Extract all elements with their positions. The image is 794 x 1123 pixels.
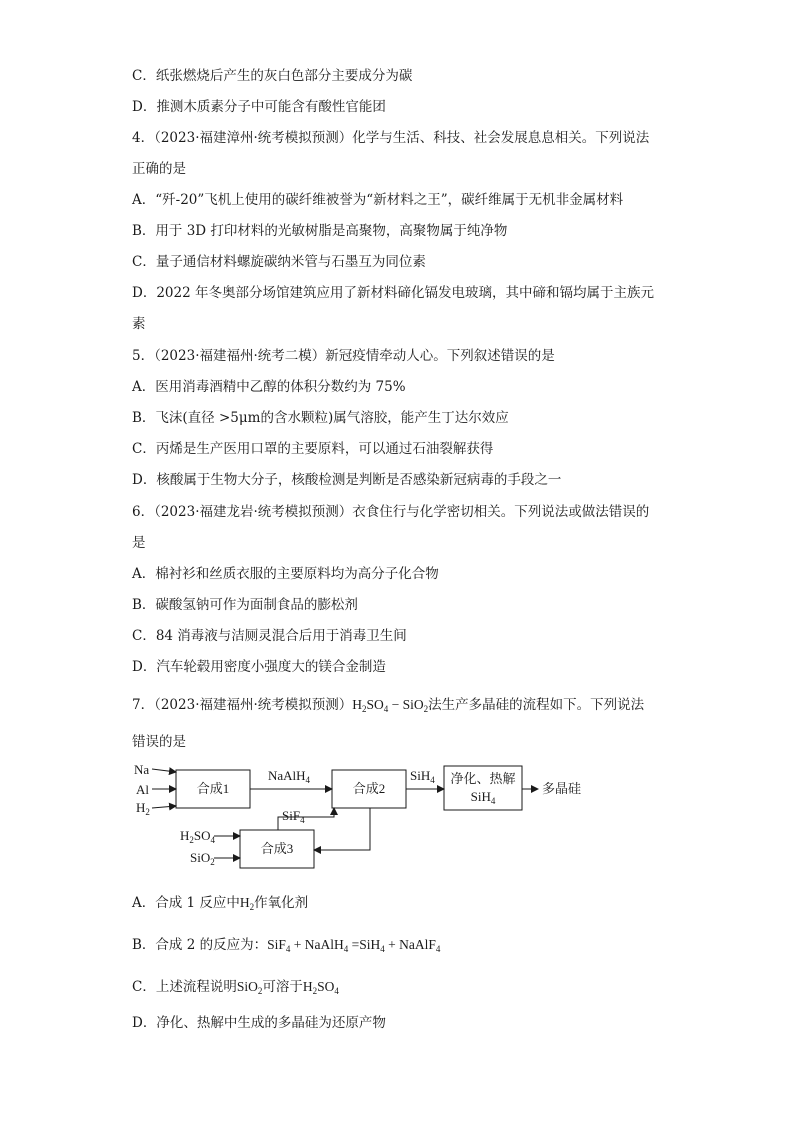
h-text: H bbox=[136, 800, 146, 815]
input-sio2-label bbox=[190, 850, 215, 870]
q7-b-prefix: B．合成 2 的反应为： bbox=[132, 937, 268, 953]
q7-option-b bbox=[132, 935, 672, 959]
q5-option-a: A．医用消毒酒精中乙醇的体积分数约为 75% bbox=[132, 379, 406, 395]
q7-c-formula2 bbox=[303, 979, 339, 994]
product-label: 多晶硅 bbox=[542, 781, 582, 796]
q7-formula-h: H bbox=[352, 697, 363, 712]
eq-sih-sub: 4 bbox=[380, 944, 385, 954]
q7-option-c bbox=[132, 977, 672, 1001]
h2so4-sub1: 2 bbox=[189, 835, 194, 845]
q7-a-formula bbox=[240, 895, 254, 910]
input-h2so4-label bbox=[180, 828, 215, 848]
box-sih-sub: 4 bbox=[490, 796, 496, 806]
q4-stem-line1: 4．（2023·福建漳州·统考模拟预测）化学与生活、科技、社会发展息息相关。下列说法 bbox=[132, 130, 650, 146]
sio2-sub: 2 bbox=[210, 857, 215, 867]
q7-stem-formula bbox=[352, 697, 428, 712]
box-synthesis-2-label: 合成2 bbox=[352, 781, 386, 796]
q7-option-a bbox=[132, 893, 672, 917]
q7-formula-sio: − SiO bbox=[388, 697, 424, 712]
box-purify-label-line2 bbox=[444, 789, 522, 809]
q7-b-equation bbox=[267, 937, 440, 952]
q6-option-c: C．84 消毒液与洁厕灵混合后用于消毒卫生间 bbox=[132, 628, 407, 644]
eq-naalf-sub: 4 bbox=[435, 944, 441, 954]
q5-option-d: D．核酸属于生物大分子，核酸检测是判断是否感染新冠病毒的手段之一 bbox=[132, 472, 562, 488]
q6-stem-line2: 是 bbox=[132, 535, 146, 551]
q6-stem-line1: 6．（2023·福建龙岩·统考模拟预测）衣食住行与化学密切相关。下列说法或做法错误的 bbox=[132, 504, 650, 520]
q4-option-d-line2: 素 bbox=[132, 316, 146, 332]
q7-formula-so: SO bbox=[366, 697, 384, 712]
q5-stem: 5．（2023·福建福州·统考二模）新冠疫情牵动人心。下列叙述错误的是 bbox=[132, 348, 555, 364]
c-sio-sub: 2 bbox=[257, 986, 263, 996]
box-purify-label-line1: 净化、热解 bbox=[450, 771, 516, 786]
h2so4-h: H bbox=[180, 828, 190, 843]
q7-c-prefix: C．上述流程说明 bbox=[132, 979, 237, 995]
q7-a-h: H bbox=[239, 895, 250, 910]
q7-a-prefix: A．合成 1 反应中 bbox=[132, 895, 240, 911]
q7-stem-line2: 错误的是 bbox=[132, 734, 186, 750]
q4-option-a: A．“歼-20”飞机上使用的碳纤维被誉为“新材料之王”，碳纤维属于无机非金属材料 bbox=[132, 192, 624, 208]
input-h2-label bbox=[136, 800, 150, 820]
q4-stem-line2: 正确的是 bbox=[132, 161, 186, 177]
q7-formula-so-sub: 4 bbox=[383, 704, 389, 714]
q3-option-d: D．推测木质素分子中可能含有酸性官能团 bbox=[132, 99, 386, 115]
q5-option-b: B．飞沫(直径 >5μm的含水颗粒)属气溶胶，能产生丁达尔效应 bbox=[132, 410, 509, 426]
naalh-text: NaAlH bbox=[268, 768, 306, 783]
q7-stem-prefix: 7．（2023·福建福州·统考模拟预测） bbox=[132, 697, 353, 713]
box-synthesis-3-label: 合成3 bbox=[260, 841, 294, 856]
box-sih-text: SiH bbox=[470, 789, 491, 804]
c-sio: SiO bbox=[236, 979, 258, 994]
q7-flow-diagram bbox=[132, 760, 602, 880]
q6-option-a: A．棉衬衫和丝质衣服的主要原料均为高分子化合物 bbox=[132, 566, 439, 582]
naalh-sub: 4 bbox=[305, 775, 311, 785]
q3-option-c: C．纸张燃烧后产生的灰白色部分主要成分为碳 bbox=[132, 68, 413, 84]
sif4-label bbox=[282, 808, 305, 828]
naalh4-label bbox=[268, 768, 310, 788]
q7-formula-h-sub: 2 bbox=[362, 704, 367, 714]
q7-stem-line1 bbox=[132, 695, 672, 719]
q6-option-b: B．碳酸氢钠可作为面制食品的膨松剂 bbox=[132, 597, 358, 613]
eq-naalf: + NaAlF bbox=[384, 937, 436, 952]
q7-option-d: D．净化、热解中生成的多晶硅为还原产物 bbox=[132, 1015, 386, 1031]
q7-formula-sio-sub: 2 bbox=[423, 704, 429, 714]
sih-sub: 4 bbox=[430, 775, 435, 785]
sih4-arrow-label bbox=[410, 768, 435, 788]
q7-c-mid: 可溶于 bbox=[262, 979, 303, 995]
c-h: H bbox=[302, 979, 313, 994]
h2so4-so: SO bbox=[193, 828, 211, 843]
q7-c-formula1 bbox=[237, 979, 263, 994]
q6-option-d: D．汽车轮毂用密度小强度大的镁合金制造 bbox=[132, 659, 386, 675]
q5-option-c: C．丙烯是生产医用口罩的主要原料，可以通过石油裂解获得 bbox=[132, 441, 494, 457]
sif-text: SiF bbox=[282, 808, 301, 823]
q4-option-d-line1: D．2022 年冬奥部分场馆建筑应用了新材料碲化镉发电玻璃，其中碲和镉均属于主族元 bbox=[132, 285, 654, 301]
q7-stem-suffix: 法生产多晶硅的流程如下。下列说法 bbox=[428, 697, 645, 713]
q7-a-suffix: 作氧化剂 bbox=[254, 895, 309, 911]
eq-naalh: + NaAlH bbox=[290, 937, 344, 952]
sio2-text: SiO bbox=[190, 850, 211, 865]
eq-sih: =SiH bbox=[348, 937, 381, 952]
eq-sif: SiF bbox=[267, 937, 286, 952]
c-so: SO bbox=[317, 979, 335, 994]
box-synthesis-1-label: 合成1 bbox=[196, 781, 230, 796]
input-al-label: Al bbox=[136, 782, 149, 797]
h-sub: 2 bbox=[145, 807, 150, 817]
eq-naalh-sub: 4 bbox=[343, 944, 349, 954]
sih-text: SiH bbox=[410, 768, 431, 783]
h2so4-sub2: 4 bbox=[210, 835, 216, 845]
q4-option-c: C．量子通信材料螺旋碳纳米管与石墨互为同位素 bbox=[132, 254, 426, 270]
c-h-sub: 2 bbox=[312, 986, 318, 996]
q4-option-b: B．用于 3D 打印材料的光敏树脂是高聚物，高聚物属于纯净物 bbox=[132, 223, 508, 239]
q7-a-h-sub: 2 bbox=[249, 902, 255, 912]
c-so-sub: 4 bbox=[334, 986, 339, 996]
input-na-label: Na bbox=[134, 762, 150, 777]
sif-sub: 4 bbox=[300, 815, 305, 825]
eq-sif-sub: 4 bbox=[285, 944, 291, 954]
